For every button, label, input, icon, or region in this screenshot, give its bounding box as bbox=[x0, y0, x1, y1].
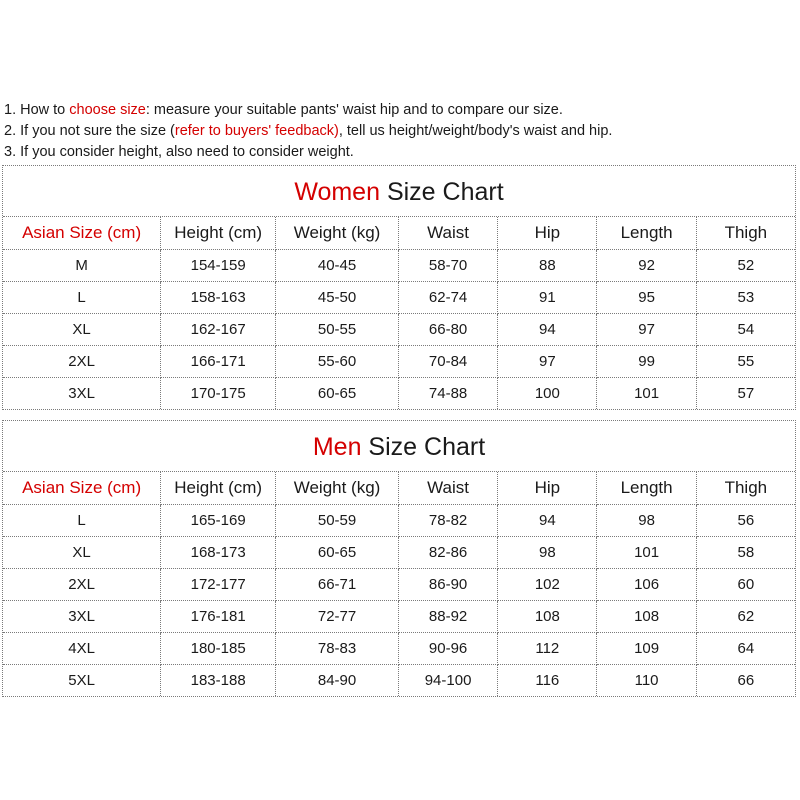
table-cell: 94-100 bbox=[398, 665, 497, 697]
women-column-header: Waist bbox=[398, 217, 497, 250]
table-cell: 92 bbox=[597, 250, 696, 282]
table-cell: 166-171 bbox=[161, 346, 276, 378]
table-cell: 72-77 bbox=[276, 601, 399, 633]
table-cell: 88-92 bbox=[398, 601, 497, 633]
women-column-header: Weight (kg) bbox=[276, 217, 399, 250]
table-row bbox=[3, 505, 795, 537]
table-cell: 55-60 bbox=[276, 346, 399, 378]
table-cell: 55 bbox=[696, 346, 795, 378]
women-header-row bbox=[3, 217, 795, 250]
table-cell: 78-82 bbox=[398, 505, 497, 537]
table-cell: 154-159 bbox=[161, 250, 276, 282]
table-cell: 99 bbox=[597, 346, 696, 378]
table-cell: 78-83 bbox=[276, 633, 399, 665]
men-size-table bbox=[3, 472, 795, 696]
men-header-row bbox=[3, 472, 795, 505]
table-cell: 5XL bbox=[3, 665, 161, 697]
table-cell: 108 bbox=[597, 601, 696, 633]
table-cell: 168-173 bbox=[161, 537, 276, 569]
table-cell: 94 bbox=[498, 314, 597, 346]
instruction-3 bbox=[4, 142, 794, 163]
men-column-header: Thigh bbox=[696, 472, 795, 505]
table-cell: M bbox=[3, 250, 161, 282]
table-cell: 102 bbox=[498, 569, 597, 601]
table-cell: 60-65 bbox=[276, 378, 399, 410]
men-chart-title bbox=[3, 421, 795, 472]
table-cell: 110 bbox=[597, 665, 696, 697]
table-cell: 109 bbox=[597, 633, 696, 665]
table-cell: 57 bbox=[737, 385, 755, 402]
instruction-1-suffix: : measure your suitable pants' waist hip and to compare our size. bbox=[145, 102, 563, 118]
table-cell: 98 bbox=[597, 505, 696, 537]
table-cell: 3XL bbox=[3, 378, 161, 410]
men-column-header: Height (cm) bbox=[161, 472, 276, 505]
table-cell: 52 bbox=[696, 250, 795, 282]
table-cell: 70-84 bbox=[398, 346, 497, 378]
table-row bbox=[3, 633, 795, 665]
instruction-2-prefix: 2. If you not sure the size ( bbox=[4, 123, 175, 139]
table-row bbox=[3, 250, 795, 282]
table-cell: 91 bbox=[498, 282, 597, 314]
instruction-2-suffix: , tell us height/weight/body's waist and hip. bbox=[338, 123, 613, 139]
women-column-header: Thigh bbox=[696, 217, 795, 250]
table-cell: 58-70 bbox=[398, 250, 497, 282]
table-cell: 60-65 bbox=[276, 537, 399, 569]
table-cell: 165-169 bbox=[161, 505, 276, 537]
men-column-header: Asian Size (cm) bbox=[3, 472, 161, 505]
instruction-2 bbox=[4, 121, 794, 142]
table-cell: L bbox=[3, 505, 161, 537]
table-cell: 97 bbox=[498, 346, 597, 378]
table-row bbox=[3, 601, 795, 633]
women-column-header: Hip bbox=[498, 217, 597, 250]
table-cell: 101 bbox=[597, 378, 696, 410]
table-cell: 176-181 bbox=[161, 601, 276, 633]
table-cell: 90-96 bbox=[398, 633, 497, 665]
table-row bbox=[3, 378, 795, 410]
table-cell: 94 bbox=[498, 505, 597, 537]
table-cell: 84-90 bbox=[276, 665, 399, 697]
men-title-highlight: Men bbox=[312, 433, 362, 461]
men-size-chart bbox=[2, 420, 796, 697]
table-cell: 106 bbox=[597, 569, 696, 601]
women-size-table bbox=[3, 217, 795, 409]
table-cell: XL bbox=[3, 314, 161, 346]
table-cell: 95 bbox=[597, 282, 696, 314]
table-cell: 66 bbox=[737, 672, 755, 689]
women-size-chart bbox=[2, 165, 796, 410]
table-cell: 3XL bbox=[3, 601, 161, 633]
table-cell: 56 bbox=[696, 505, 795, 537]
table-row bbox=[3, 314, 795, 346]
table-row bbox=[3, 537, 795, 569]
table-cell: 53 bbox=[696, 282, 795, 314]
women-column-header: Height (cm) bbox=[161, 217, 276, 250]
table-cell: 101 bbox=[597, 537, 696, 569]
men-column-header: Weight (kg) bbox=[276, 472, 399, 505]
instructions bbox=[4, 100, 794, 163]
women-column-header: Length bbox=[597, 217, 696, 250]
instruction-2-highlight: refer to buyers' feedback) bbox=[174, 123, 339, 139]
table-cell: 97 bbox=[597, 314, 696, 346]
table-cell: 45-50 bbox=[276, 282, 399, 314]
table-cell: 74-88 bbox=[398, 378, 497, 410]
table-cell: 40-45 bbox=[276, 250, 399, 282]
table-cell: 4XL bbox=[3, 633, 161, 665]
table-cell: 54 bbox=[696, 314, 795, 346]
table-row bbox=[3, 569, 795, 601]
table-cell: 98 bbox=[498, 537, 597, 569]
table-cell: 66-71 bbox=[276, 569, 399, 601]
table-cell: 158-163 bbox=[161, 282, 276, 314]
table-row bbox=[3, 346, 795, 378]
table-cell: 62-74 bbox=[398, 282, 497, 314]
men-column-header: Length bbox=[597, 472, 696, 505]
table-cell: 86-90 bbox=[398, 569, 497, 601]
table-cell: 64 bbox=[696, 633, 795, 665]
table-cell: 162-167 bbox=[161, 314, 276, 346]
table-cell: 62 bbox=[696, 601, 795, 633]
women-title-rest: Size Chart bbox=[380, 178, 504, 206]
instruction-1 bbox=[4, 100, 794, 121]
instruction-1-highlight: choose size bbox=[69, 102, 146, 118]
instruction-3-prefix: 3. If you consider height, also need to consider weight. bbox=[4, 144, 354, 160]
table-cell: 66-80 bbox=[398, 314, 497, 346]
women-chart-title bbox=[3, 166, 795, 217]
table-cell: 2XL bbox=[3, 569, 161, 601]
table-cell: 183-188 bbox=[161, 665, 276, 697]
table-cell: 112 bbox=[498, 633, 597, 665]
table-cell: 108 bbox=[498, 601, 597, 633]
table-cell: 88 bbox=[498, 250, 597, 282]
women-table-body bbox=[3, 217, 795, 409]
instruction-1-prefix: 1. How to bbox=[4, 102, 70, 118]
table-cell: 116 bbox=[498, 665, 597, 697]
table-cell: 170-175 bbox=[161, 378, 276, 410]
women-title-highlight: Women bbox=[294, 178, 380, 206]
table-cell: 180-185 bbox=[161, 633, 276, 665]
men-column-header: Hip bbox=[498, 472, 597, 505]
table-cell: 172-177 bbox=[161, 569, 276, 601]
table-cell: 100 bbox=[498, 378, 597, 410]
table-cell: 58 bbox=[696, 537, 795, 569]
men-title-rest: Size Chart bbox=[361, 433, 486, 461]
table-cell: 50-59 bbox=[276, 505, 399, 537]
table-cell: XL bbox=[3, 537, 161, 569]
women-column-header: Asian Size (cm) bbox=[3, 217, 161, 250]
table-cell: 82-86 bbox=[398, 537, 497, 569]
table-row bbox=[3, 665, 795, 697]
table-cell: L bbox=[3, 282, 161, 314]
men-column-header: Waist bbox=[398, 472, 497, 505]
table-row bbox=[3, 282, 795, 314]
table-cell: 2XL bbox=[3, 346, 161, 378]
men-table-body bbox=[3, 472, 795, 696]
table-cell: 60 bbox=[696, 569, 795, 601]
table-cell: 50-55 bbox=[276, 314, 399, 346]
